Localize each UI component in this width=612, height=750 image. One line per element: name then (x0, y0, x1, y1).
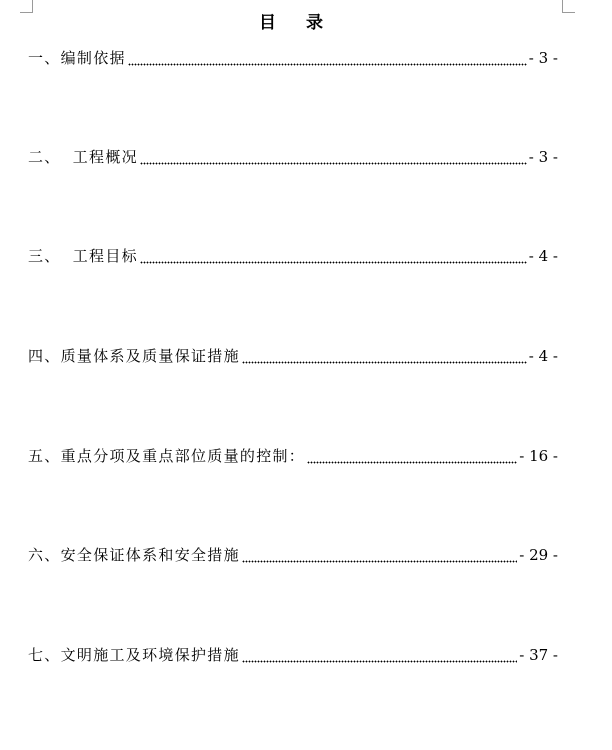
toc-dot-leader (242, 545, 517, 565)
toc-entry-label: 一、编制依据 (28, 49, 126, 67)
toc-page-number: - 3 - (528, 148, 558, 166)
toc-dot-leader (307, 446, 517, 466)
toc-entry-7[interactable] (28, 645, 558, 665)
toc-dot-leader (140, 147, 527, 167)
toc-entry-6[interactable] (28, 545, 558, 565)
toc-page-number: - 16 - (519, 447, 558, 465)
toc-entry-label: 六、安全保证体系和安全措施 (28, 546, 240, 564)
toc-dot-leader (140, 246, 527, 266)
toc-title: 目 录 (259, 13, 335, 33)
toc-page-number: - 37 - (519, 646, 558, 664)
toc-page-number: - 29 - (519, 546, 558, 564)
toc-entry-label: 二、 工程概况 (28, 148, 138, 166)
toc-entry-label: 五、重点分项及重点部位质量的控制： (28, 447, 306, 465)
toc-entry-2[interactable] (28, 147, 558, 167)
toc-entry-4[interactable] (28, 346, 558, 366)
toc-page-number: - 3 - (528, 49, 558, 67)
toc-entry-label: 四、质量体系及质量保证措施 (28, 347, 240, 365)
toc-entry-5[interactable] (28, 446, 558, 466)
toc-dot-leader (242, 346, 527, 366)
toc-entry-1[interactable] (28, 48, 558, 68)
toc-entry-3[interactable] (28, 246, 558, 266)
toc-dot-leader (242, 645, 517, 665)
toc-dot-leader (128, 48, 527, 68)
toc-page-number: - 4 - (528, 247, 558, 265)
toc-entry-label: 七、文明施工及环境保护措施 (28, 646, 240, 664)
toc-page-number: - 4 - (528, 347, 558, 365)
toc-entry-label: 三、 工程目标 (28, 247, 138, 265)
